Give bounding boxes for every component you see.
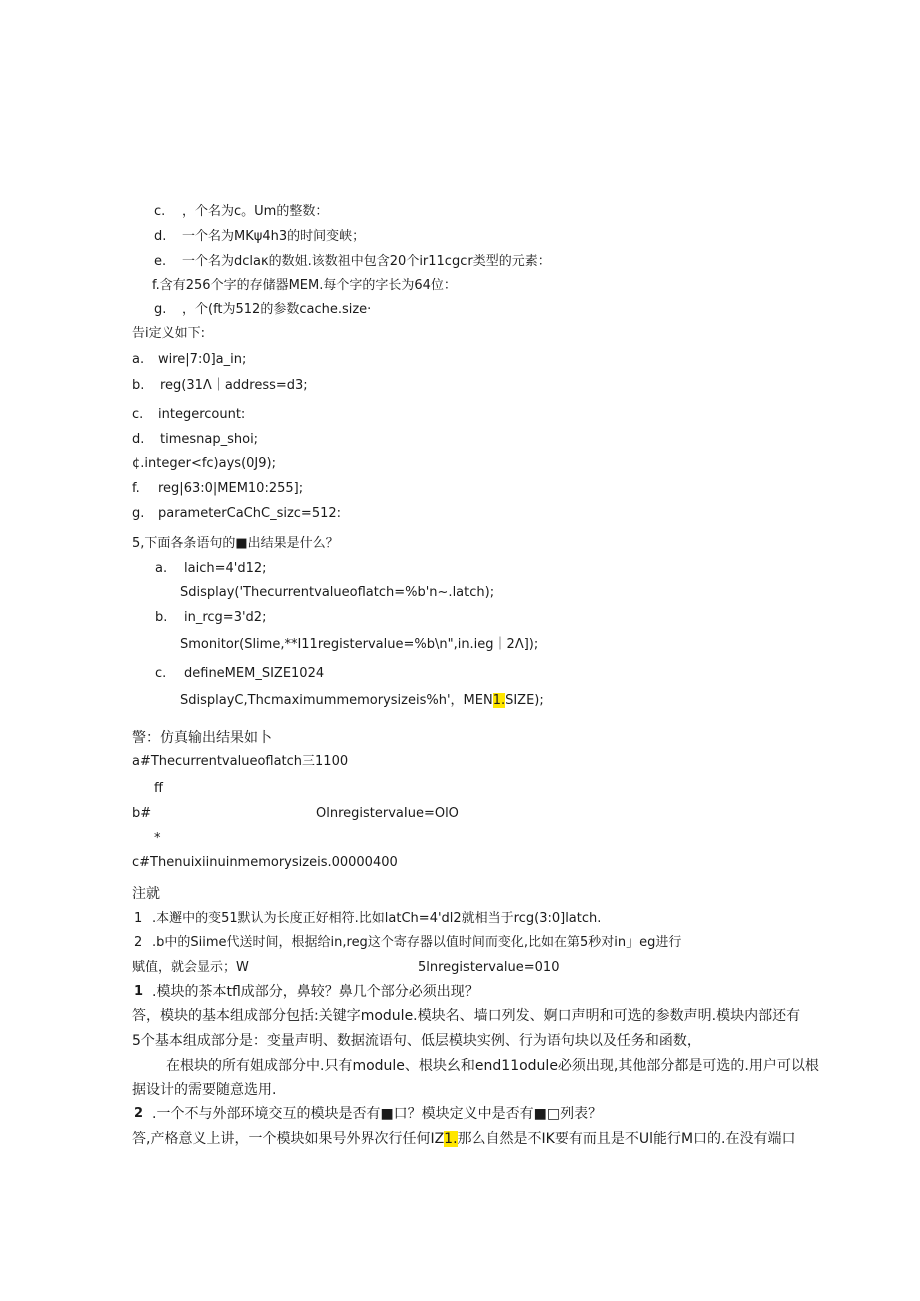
q5-statement: defineMEM_SIZE1024	[184, 666, 325, 681]
note-number: 1	[134, 911, 143, 926]
list-marker: g.	[154, 302, 167, 317]
list-item-text: ，个名为c。Um的整数：	[182, 204, 329, 219]
q5-code: Sdisplay('Thecurrentvalueoflatch=%b'n~.latch);	[180, 585, 495, 600]
answer-part: 那么自然是不IK要有而且是不Ul能行M口的.在没有端口	[457, 1131, 796, 1147]
sim-output-c: c#Thenuixiinuinmemorysizeis.00000400	[132, 855, 398, 870]
question-5: 5,下面各条语句的■出结果是什么？	[132, 536, 339, 551]
code-line: timesnap_shoi;	[160, 432, 259, 447]
note-number: 2	[134, 935, 143, 950]
list-marker: d.	[154, 229, 167, 244]
code-marker: c.	[132, 407, 144, 422]
note-continuation-value: 5lnregistervalue=010	[418, 960, 560, 975]
code-line: reg|63:0|MEM10:255];	[158, 481, 304, 496]
code-marker: b.	[132, 378, 145, 393]
q5-code-part: SIZE);	[505, 693, 544, 708]
question-text: .模块的茶本tfl成部分，鼻较？鼻几个部分必须出现？	[152, 984, 479, 1000]
note-text: .本邂中的变51默认为长度正好相符.比如latCh=4'dl2就相当于rcg(3:0]latch.	[152, 911, 602, 926]
sim-output-ff: ff	[154, 781, 163, 796]
q5-marker: b.	[155, 610, 168, 625]
note-text: .b中的Siime代送时间，根据给in,reg这个寄存器以值时间而变化,比如在第5秒对in」eg进行	[152, 935, 682, 950]
sim-output-a: a#Thecurrentvalueoflatch三1100	[132, 754, 349, 769]
highlight-mark: 1.	[444, 1131, 458, 1147]
list-item-f: f.含有256个字的存储器MEM.每个字的字长为64位：	[152, 278, 457, 293]
answer-part: 答,产格意义上讲，一个模块如果号外界次行任何IZ	[132, 1131, 445, 1147]
answer-line: 据设计的需要随意选用.	[132, 1082, 277, 1098]
code-marker: f.	[132, 481, 140, 496]
answer-line	[132, 1130, 796, 1148]
question-number: 2	[134, 1106, 144, 1121]
list-marker: e.	[154, 254, 167, 269]
code-line: wire|7:0]a_in;	[158, 352, 247, 367]
highlight-mark: 1.	[492, 693, 506, 708]
answer-line: 答，模块的基本组成部分包括:关键字module.模块名、墙口列发、婀口声明和可选的参数声明.模块内部还有	[132, 1008, 801, 1024]
sim-output-b-value: OlnregistervaIue=OlO	[316, 806, 459, 821]
code-marker: a.	[132, 352, 145, 367]
list-item-text: 一个名为MKψ4h3的时间变峡；	[182, 229, 366, 244]
q5-code-part: SdisplayC,Thcmaximummemorysizeis%h'，MEN	[180, 693, 493, 708]
code-line: ¢.integer<fc)ays(0J9);	[132, 456, 276, 471]
code-line: parameterCaChC_sizc=512:	[158, 506, 342, 521]
list-item-text: ，个(ft为512的参数cache.size·	[182, 302, 372, 317]
answer-intro: 告i定义如下:	[132, 326, 205, 341]
code-line: integercount:	[158, 407, 246, 422]
q5-code: Smonitor(Slime,**I11registervalue=%b\n",in.ieg｜2Λ]);	[180, 637, 539, 652]
question-number: 1	[134, 984, 144, 999]
q5-statement: laich=4'd12;	[184, 561, 267, 576]
q5-marker: a.	[155, 561, 168, 576]
code-line: reg(31Λ｜address=d3;	[160, 378, 308, 393]
q5-code	[180, 692, 544, 710]
sim-output-b-label: b#	[132, 806, 152, 821]
q5-marker: c.	[155, 666, 167, 681]
question-text: .一个不与外部环境交互的模块是否有■口？模块定义中是否有■□列表？	[152, 1106, 603, 1122]
list-marker: c.	[154, 204, 166, 219]
note-continuation: 赋值，就会显示；W	[132, 960, 249, 975]
list-item-text: 一个名为dclaκ的数姐.该数祖中包含20个ir11cgcr类型的元素：	[182, 254, 551, 269]
answer-line: 在根块的所有姐成部分中.只有module、根块幺和end11odule必须出现,其他部分都是可选的.用户可以根	[166, 1058, 819, 1074]
code-marker: d.	[132, 432, 145, 447]
sim-title: 警：仿真输出结果如卜	[132, 730, 272, 746]
note-title: 注就	[132, 886, 160, 902]
answer-line: 5个基本组成部分是：变量声明、数据流语句、低层模块实例、行为语句块以及任务和函数，	[132, 1033, 701, 1049]
code-marker: g.	[132, 506, 145, 521]
sim-output-star: *	[154, 831, 161, 846]
q5-statement: in_rcg=3'd2;	[184, 610, 267, 625]
